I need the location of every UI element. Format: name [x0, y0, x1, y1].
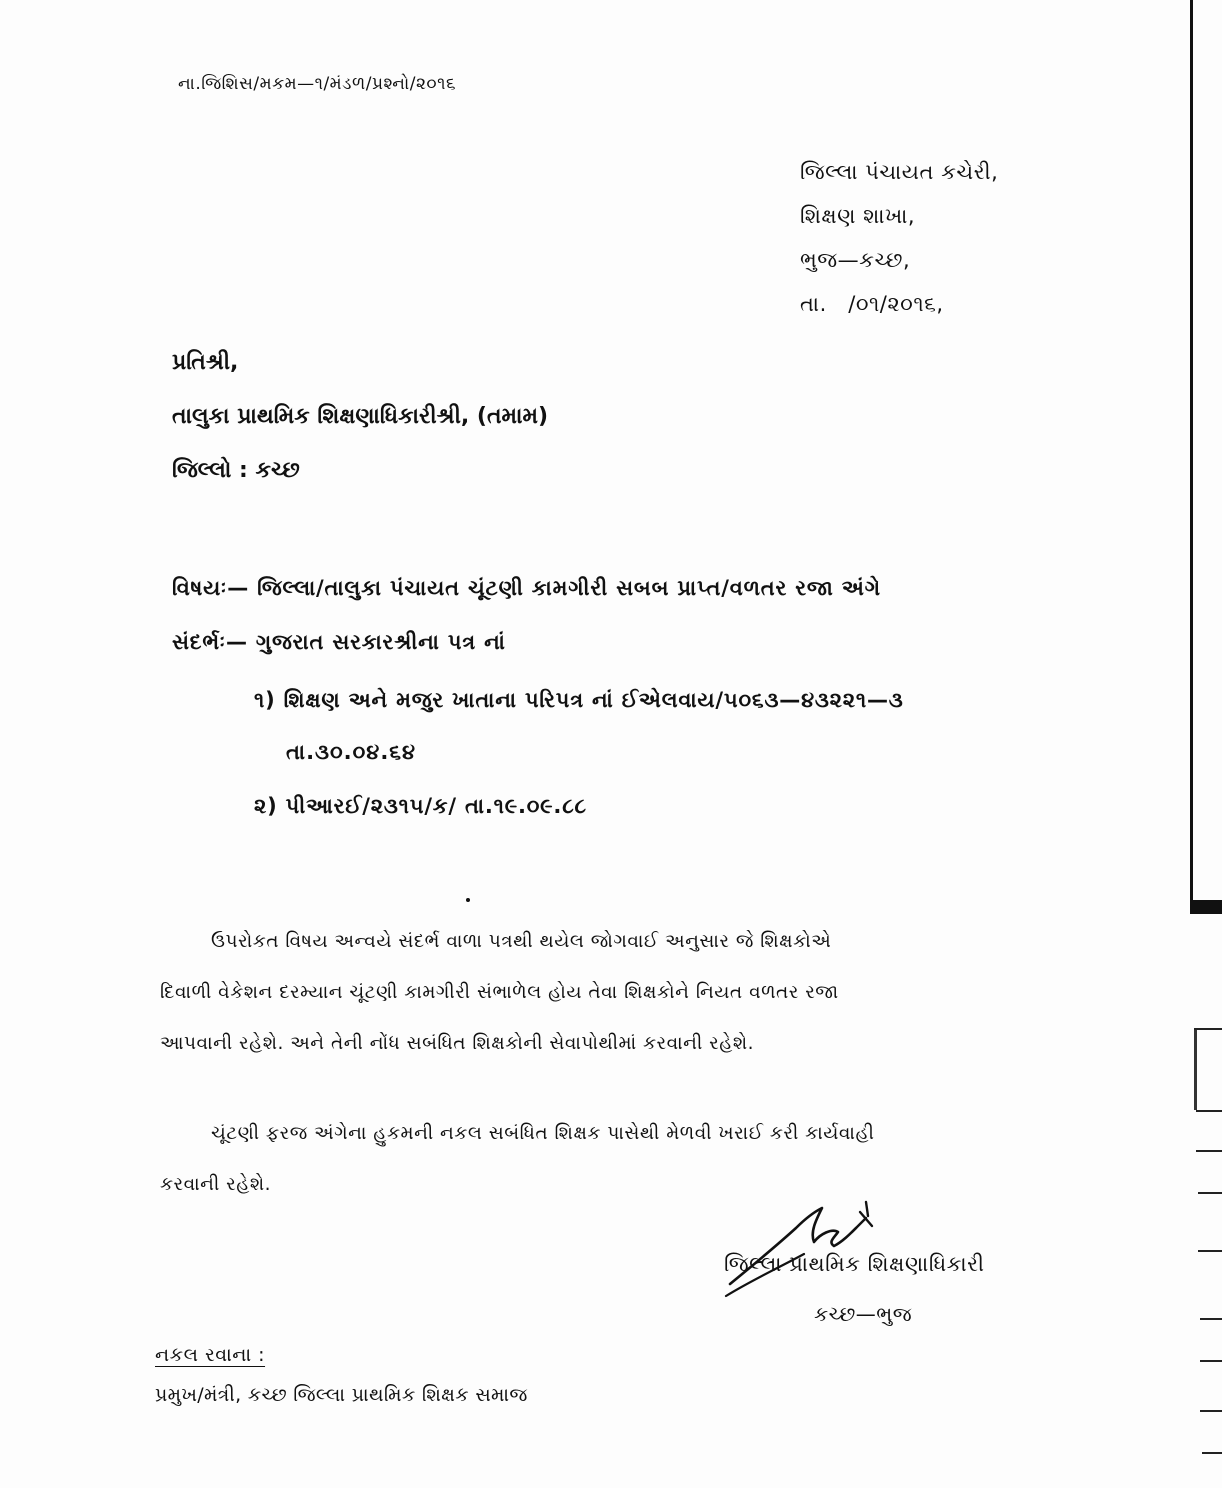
office-line-2: શિક્ષણ શાખા, [800, 204, 916, 228]
copy-recipient: પ્રમુખ/મંત્રી, કચ્છ જિલ્લા પ્રાથમિક શિક્ષક સમાજ [155, 1384, 528, 1406]
recipient-block [172, 336, 548, 498]
binder-tick [1194, 1028, 1222, 1030]
binder-tick [1200, 1410, 1222, 1412]
binder-tick [1200, 1360, 1222, 1362]
reference-heading: સંદર્ભઃ— ગુજરાત સરકારશ્રીના પત્ર નાં [172, 630, 506, 654]
copy-heading: નકલ રવાના : [155, 1344, 266, 1366]
salutation: પ્રતિશ્રી, [172, 350, 239, 375]
binder-tick [1198, 1250, 1222, 1252]
body-paragraph-2-line-2: કરવાની રહેશે. [160, 1174, 272, 1195]
binder-edge-side [1194, 1030, 1197, 1110]
handwritten-signature [722, 1192, 890, 1310]
office-line-1: જિલ્લા પંચાયત કચેરી, [800, 160, 999, 184]
signatory-title: જિલ્લા પ્રાથમિક શિક્ષણાધિકારી [724, 1252, 985, 1276]
binder-tick [1200, 1318, 1222, 1320]
binder-tick [1198, 1192, 1222, 1194]
signatory-place: કચ્છ—ભુજ [814, 1302, 913, 1326]
binder-edge-line [1190, 0, 1193, 912]
office-line-3: ભુજ—કચ્છ, [800, 248, 911, 272]
binder-tick [1196, 1150, 1222, 1152]
stray-dot [466, 898, 470, 902]
reference-item-2: ૨) પીઆરઈ/૨૩૧૫/ક/ તા.૧૯.૦૯.૮૮ [254, 794, 587, 818]
reference-item-1-date: તા.૩૦.૦૪.૬૪ [286, 740, 417, 764]
body-paragraph-1-line-2: દિવાળી વેકેશન દરમ્યાન ચૂંટણી કામગીરી સંભાળેલ હોય તેવા શિક્ષકોને નિયત વળતર રજા [160, 982, 839, 1003]
binder-tick [1196, 1110, 1222, 1112]
body-paragraph-2-line-1: ચૂંટણી ફરજ અંગેના હુકમની નકલ સબંધિત શિક્ષક પાસેથી મેળવી ખરાઈ કરી કાર્યવાહી [160, 1123, 875, 1144]
binder-tick [1202, 1452, 1222, 1454]
office-address [800, 150, 998, 326]
recipient-district: જિલ્લો : કચ્છ [172, 458, 300, 483]
recipient-designation: તાલુકા પ્રાથમિક શિક્ષણાધિકારીશ્રી, (તમામ) [172, 404, 549, 429]
binder-edge-block [1190, 900, 1222, 914]
reference-number: ના.જિશિસ/મકમ—૧/મંડળ/પ્રશ્નો/૨૦૧૬ [178, 74, 457, 94]
body-paragraph-1 [160, 916, 1044, 1069]
body-paragraph-1-line-1: ઉપરોકત વિષય અન્વયે સંદર્ભ વાળા પત્રથી થયેલ જોગવાઈ અનુસાર જે શિક્ષકોએ [160, 931, 832, 952]
body-paragraph-2 [160, 1108, 1044, 1210]
subject-line: વિષયઃ— જિલ્લા/તાલુકા પંચાયત ચૂંટણી કામગીરી સબબ પ્રાપ્ત/વળતર રજા અંગે [172, 576, 881, 600]
body-paragraph-1-line-3: આપવાની રહેશે. અને તેની નોંધ સબંધિત શિક્ષકોની સેવાપોથીમાં કરવાની રહેશે. [160, 1033, 754, 1054]
reference-item-1: ૧) શિક્ષણ અને મજુર ખાતાના પરિપત્ર નાં ઈએલવાય/૫૦૬૩—૪૩૨૨૧—૩ [254, 688, 904, 712]
letter-date: તા. /૦૧/૨૦૧૬, [800, 292, 944, 316]
